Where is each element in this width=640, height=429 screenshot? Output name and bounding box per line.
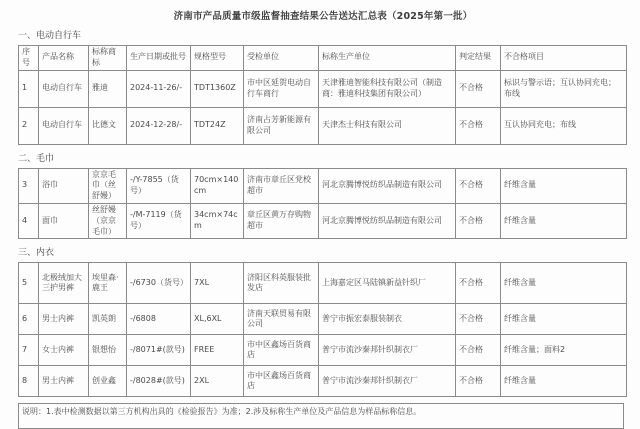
table-cell: 济南占芳新能源有限公司 (244, 107, 319, 144)
table-header-cell: 判定结果 (456, 46, 501, 71)
table-header-cell: 产品名称 (39, 46, 89, 71)
table-cell: 70cm×140cm (191, 168, 244, 203)
table-cell: 纤维含量 (501, 366, 627, 397)
table-cell: 丝舒嫚（京京毛巾） (89, 203, 127, 238)
table-cell: 纤维含量 (501, 304, 627, 335)
electric-bicycles-table (18, 45, 627, 145)
table-header-cell: 标称商标 (89, 46, 127, 71)
table-header-cell: 标称生产单位 (319, 46, 456, 71)
page-title: 济南市产品质量市级监督抽查结果公告送达汇总表（2025年第一批） (173, 11, 473, 22)
table-cell: 3 (19, 168, 39, 203)
table-cell: 电动自行车 (39, 107, 89, 144)
table-cell: 7 (19, 335, 39, 366)
table-cell: 面巾 (39, 203, 89, 238)
table-cell: 纤维含量；面料2 (501, 335, 627, 366)
table-cell: 章丘区黄万存购物超市 (244, 203, 319, 238)
table-cell: 京京毛巾（丝舒嫚） (89, 168, 127, 203)
table-cell: 2XL (191, 366, 244, 397)
table-header-cell: 生产日期或批号 (127, 46, 191, 71)
section-heading-electric-bicycles: 一、电动自行车 (18, 31, 82, 41)
note-box (18, 403, 624, 429)
table-row (19, 203, 627, 238)
table-cell: 不合格 (456, 168, 501, 203)
table-cell: FREE (191, 335, 244, 366)
table-cell: 4 (19, 203, 39, 238)
table-cell: 不合格 (456, 366, 501, 397)
table-cell: 天津杰士科技有限公司 (319, 107, 456, 144)
table-cell: 7XL (191, 263, 244, 304)
table-cell: 2024-11-26/- (127, 70, 191, 107)
note-text: 说明：1.表中检测数据以第三方机构出具的《检验报告》为准；2.涉及标称生产单位及产品信息为样品标称信息。 (22, 407, 422, 417)
table-cell: 电动自行车 (39, 70, 89, 107)
table-cell: 不合格 (456, 335, 501, 366)
table-cell: 不合格 (456, 70, 501, 107)
table-row (19, 335, 627, 366)
table-row (19, 168, 627, 203)
table-header-cell: 序号 (19, 46, 39, 71)
table-header-cell: 受检单位 (244, 46, 319, 71)
table-cell: 河北京腾博悦纺织品制造有限公司 (319, 203, 456, 238)
table-cell: 浴巾 (39, 168, 89, 203)
table-cell: 34cm×74cm (191, 203, 244, 238)
table-cell: 济南天联贸易有限公司 (244, 304, 319, 335)
table-row (19, 366, 627, 397)
table-cell: 6 (19, 304, 39, 335)
table-cell: 纤维含量 (501, 168, 627, 203)
table-cell: 不合格 (456, 107, 501, 144)
table-cell: 8 (19, 366, 39, 397)
table-cell: 标识与警示语；互认协同充电；布线 (501, 70, 627, 107)
table-cell: 2 (19, 107, 39, 144)
table-cell: 男士内裤 (39, 366, 89, 397)
table-cell: 上海嘉定区马陆镇新益针织厂 (319, 263, 456, 304)
table-cell: 2024-12-28/- (127, 107, 191, 144)
table-cell: -/Y-7855（货号） (127, 168, 191, 203)
table-cell: TDT1360Z (191, 70, 244, 107)
table-cell: 雅迪 (89, 70, 127, 107)
table-cell: 比德文 (89, 107, 127, 144)
table-row (19, 107, 627, 144)
table-row (19, 304, 627, 335)
table-cell: 不合格 (456, 263, 501, 304)
table-cell: 凯英朗 (89, 304, 127, 335)
table-cell: -/6730（货号） (127, 263, 191, 304)
table-cell: 纤维含量 (501, 263, 627, 304)
table-cell: 创业鑫 (89, 366, 127, 397)
table-header-row (19, 46, 627, 71)
section-heading-towels: 二、毛巾 (18, 153, 55, 164)
table-cell: -/M-7119（货号） (127, 203, 191, 238)
table-cell: 普宁市振宏泰服装制衣 (319, 304, 456, 335)
underwear-table (18, 262, 627, 397)
table-cell: 普宁市流沙秦邦针织制衣厂 (319, 366, 456, 397)
table-cell: 不合格 (456, 203, 501, 238)
table-cell: 互认协同充电；布线 (501, 107, 627, 144)
table-cell: 市中区鑫场百货商店 (244, 335, 319, 366)
table-cell: XL,6XL (191, 304, 244, 335)
table-cell: 不合格 (456, 304, 501, 335)
table-cell: -/6808 (127, 304, 191, 335)
table-cell: 济阳区科英服装批发店 (244, 263, 319, 304)
table-cell: 男士内裤 (39, 304, 89, 335)
table-cell: 普宁市流沙秦邦针织制衣厂 (319, 335, 456, 366)
table-row (19, 263, 627, 304)
table-cell: 埃里森·鹿王 (89, 263, 127, 304)
table-cell: 北极绒加大三护男裤 (39, 263, 89, 304)
table-cell: 济南市章丘区党校超市 (244, 168, 319, 203)
table-header-cell: 不合格项目 (501, 46, 627, 71)
table-cell: 市中区鑫场百货商店 (244, 366, 319, 397)
table-cell: 银想怡 (89, 335, 127, 366)
table-cell: 女士内裤 (39, 335, 89, 366)
table-cell: TDT24Z (191, 107, 244, 144)
table-cell: 1 (19, 70, 39, 107)
table-cell: 纤维含量 (501, 203, 627, 238)
table-cell: 天津雅迪智能科技有限公司（制造商：雅迪科技集团有限公司） (319, 70, 456, 107)
table-header-cell: 规格型号 (191, 46, 244, 71)
table-cell: 市中区延贺电动自行车商行 (244, 70, 319, 107)
table-cell: 河北京腾博悦纺织品制造有限公司 (319, 168, 456, 203)
table-row (19, 70, 627, 107)
table-cell: 5 (19, 263, 39, 304)
towels-table (18, 168, 627, 240)
table-cell: -/8028#(款号) (127, 366, 191, 397)
section-heading-underwear: 三、内衣 (18, 248, 55, 259)
table-cell: -/8071#(款号) (127, 335, 191, 366)
